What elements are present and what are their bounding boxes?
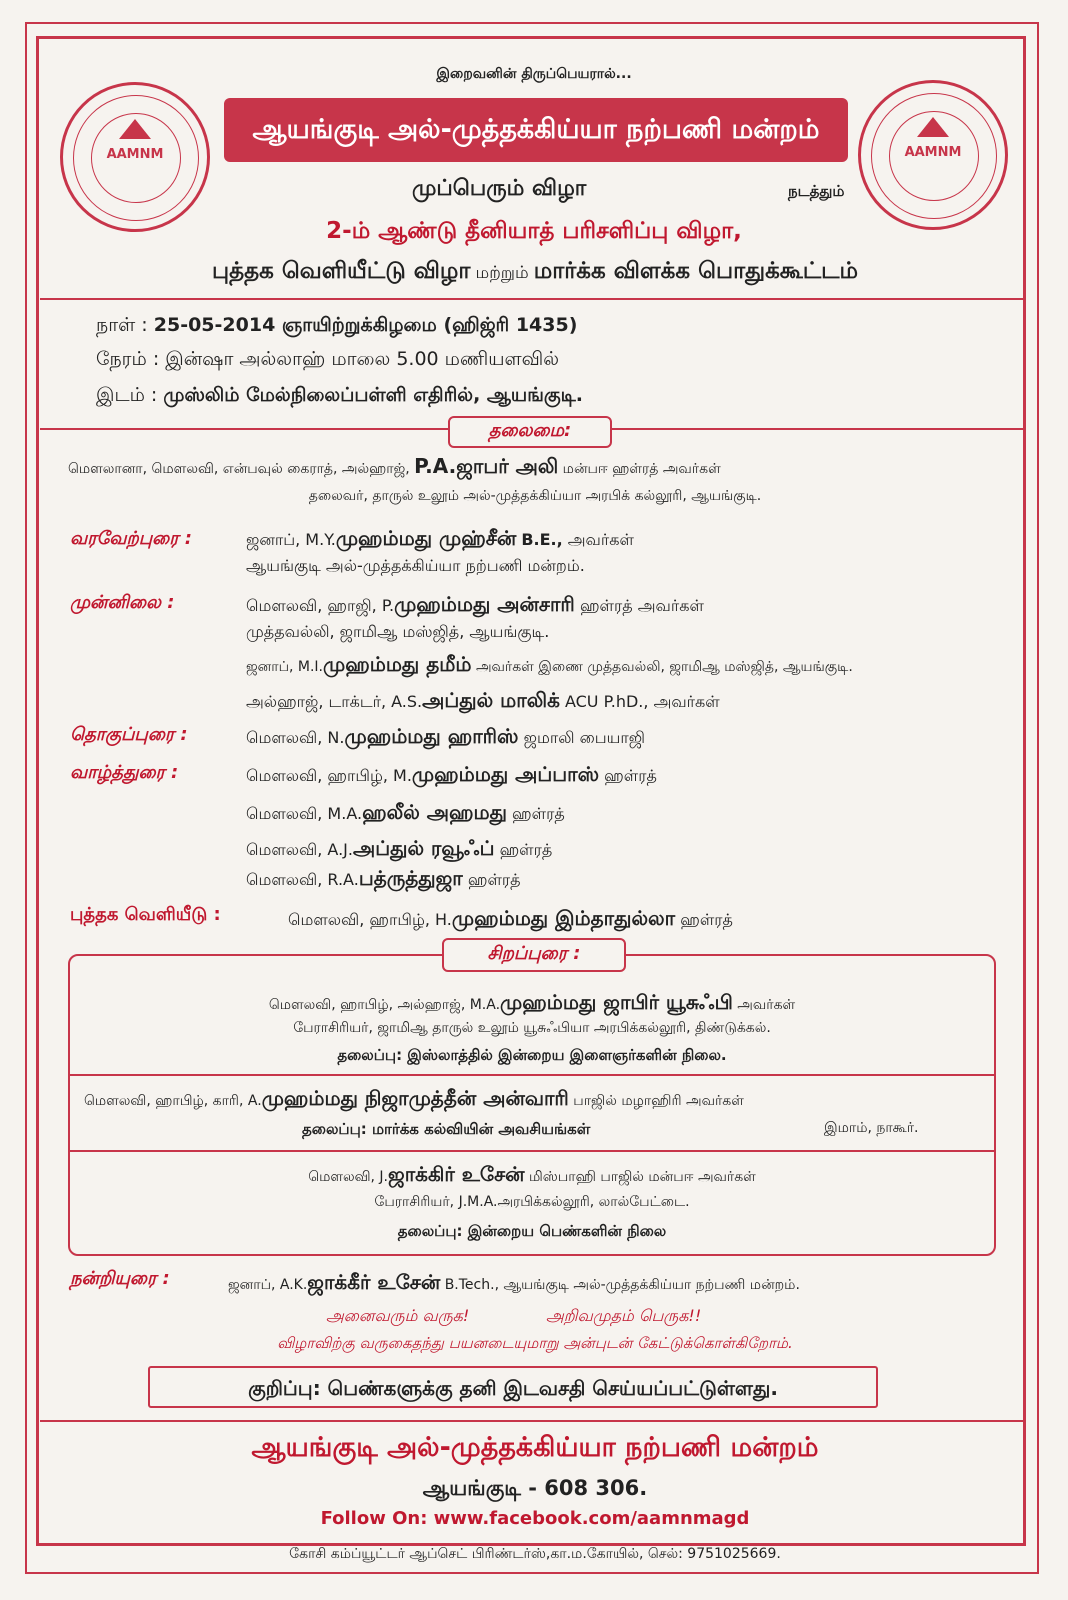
special-2-line-1: மௌலவி, ஹாபிழ், காரி, A.முஹம்மது நிஜாமுத்தீன் அன்வாரி பாஜில் மழாஹிரி அவர்கள் [84, 1086, 744, 1110]
invocation: இறைவனின் திருப்பெயரால்... [436, 66, 632, 82]
thanks-line: ஜனாப், A.K.ஜாக்கீர் உசேன் B.Tech., ஆயங்குடி அல்-முத்தக்கிய்யா நற்பணி மன்றம். [228, 1270, 800, 1294]
special-2-place: இமாம், நாகூர். [824, 1120, 919, 1136]
greetings-row-2: மௌலவி, M.A.ஹலீல் அஹமது ஹள்ரத் [246, 800, 565, 824]
time-row [96, 348, 559, 373]
closing-welcome: அனைவரும் வருக! [326, 1306, 470, 1325]
event-line-3b: மற்றும் [475, 263, 529, 283]
place-label: இடம் : [96, 384, 158, 406]
time-value: இன்ஷா அல்லாஹ் மாலை 5.00 மணியளவில் [165, 348, 560, 370]
divider-footer [40, 1420, 1026, 1422]
chair-title: மன்பஈ ஹள்ரத் அவர்கள் [562, 461, 721, 477]
greetings-row-1: மௌலவி, ஹாபிழ், M.முஹம்மது அப்பாஸ் ஹள்ரத் [246, 762, 657, 786]
special-3-line-2: பேராசிரியர், J.M.A.அரபிக்கல்லூரி, லால்பேட்டை. [374, 1194, 690, 1210]
welcome-line-2: ஆயங்குடி அல்-முத்தக்கிய்யா நற்பணி மன்றம். [246, 556, 585, 575]
date-value: 25-05-2014 ஞாயிற்றுக்கிழமை (ஹிஜ்ரி 1435) [153, 314, 578, 336]
special-3-line-1: மௌலவி, J.ஜாக்கிர் உசேன் மிஸ்பாஹி பாஜில் மன்பஈ அவர்கள் [308, 1162, 756, 1186]
special-1-line-2: பேராசிரியர், ஜாமிஆ தாருல் உலூம் யூசுஃபியா அரபிக்கல்லூரி, திண்டுக்கல். [293, 1020, 771, 1036]
footer-follow: Follow On: www.facebook.com/aamnmagd [320, 1508, 750, 1529]
organizes-text: நடத்தும் [788, 182, 845, 200]
special-1-line-1: மௌலவி, ஹாபிழ், அல்ஹாஜ், M.A.முஹம்மது ஜாபிர் யூசுஃபி அவர்கள் [268, 990, 796, 1014]
presence-line-4: அல்ஹாஜ், டாக்டர், A.S.அப்துல் மாலிக் ACU P.hD., அவர்கள் [246, 688, 720, 712]
event-line-3c: மார்க்க விளக்க பொதுக்கூட்டம் [533, 258, 858, 284]
seal-right [858, 80, 1008, 230]
seal-left-text: AAMNM [106, 147, 164, 162]
chair-heading: தலைமை: [448, 416, 612, 448]
date-row [96, 314, 577, 339]
chair-name: P.A.ஜாபர் அலி [414, 454, 559, 478]
note-text: குறிப்பு: பெண்களுக்கு தனி இடவசதி செய்யப்பட்டுள்ளது. [248, 1376, 778, 1400]
place-row [96, 384, 583, 409]
place-value: முஸ்லிம் மேல்நிலைப்பள்ளி எதிரில், ஆயங்குடி. [163, 384, 583, 406]
special-2-topic: தலைப்பு: மார்க்க கல்வியின் அவசியங்கள் [302, 1120, 591, 1138]
footer-address: ஆயங்குடி - 608 306. [422, 1476, 648, 1500]
closing-invite: விழாவிற்கு வருகைதந்து பயனடையுமாறு அன்புடன் கேட்டுக்கொள்கிறோம். [277, 1334, 793, 1352]
book-release-line: மௌலவி, ஹாபிழ், H.முஹம்மது இம்தாதுல்லா ஹள்ரத் [288, 906, 733, 930]
seal-left [60, 82, 210, 232]
presence-line-3: ஜனாப், M.I.முஹம்மது தமீம் அவர்கள் இணை முத்தவல்லி, ஜாமிஆ மஸ்ஜித், ஆயங்குடி. [246, 652, 853, 676]
special-divider-2 [68, 1150, 996, 1152]
presence-label: முன்னிலை : [70, 592, 175, 613]
thanks-label: நன்றியுரை : [70, 1268, 170, 1289]
welcome-label: வரவேற்புரை : [70, 528, 192, 549]
special-divider-1 [68, 1074, 996, 1076]
special-3-topic: தலைப்பு: இன்றைய பெண்களின் நிலை [397, 1222, 667, 1240]
closing-wisdom: அறிவமுதம் பெருக!! [546, 1306, 702, 1325]
book-release-label: புத்தக வெளியீடு : [70, 904, 221, 925]
special-heading: சிறப்புரை : [442, 938, 626, 972]
event-line-3a: புத்தக வெளியீட்டு விழா [212, 258, 471, 284]
festival-title: முப்பெரும் விழா [412, 176, 587, 201]
note-box [148, 1366, 878, 1408]
chair-line-1 [68, 454, 1008, 481]
org-banner: ஆயங்குடி அல்-முத்தக்கிய்யா நற்பணி மன்றம் [224, 98, 848, 162]
greetings-row-4: மௌலவி, R.A.பத்ருத்துஜா ஹள்ரத் [246, 866, 521, 890]
welcome-line-1: ஜனாப், M.Y.முஹம்மது முஹ்சீன் B.E., அவர்கள் [246, 526, 634, 550]
presence-line-2: முத்தவல்லி, ஜாமிஆ மஸ்ஜித், ஆயங்குடி. [246, 622, 550, 641]
chair-honorifics: மௌலானா, மௌலவி, என்பவுல் கைராத், அல்ஹாஜ், [68, 461, 410, 477]
divider-1 [40, 298, 1026, 300]
event-line-2: 2-ம் ஆண்டு தீனியாத் பரிசளிப்பு விழா, [326, 218, 742, 244]
special-1-topic: தலைப்பு: இஸ்லாத்தில் இன்றைய இளைஞர்களின் நிலை. [337, 1046, 727, 1064]
compere-label: தொகுப்புரை : [70, 724, 188, 745]
footer-printer: கோசி கம்ப்யூட்டர் ஆப்செட் பிரிண்டர்ஸ்,கா.ம.கோயில், செல்: 9751025669. [289, 1546, 781, 1562]
presence-line-1: மௌலவி, ஹாஜி, P.முஹம்மது அன்சாரி ஹள்ரத் அவர்கள் [246, 592, 704, 616]
event-line-3 [40, 258, 1030, 287]
compere-line: மௌலவி, N.முஹம்மது ஹாரிஸ் ஜமாலி பையாஜி [246, 724, 645, 748]
time-label: நேரம் : [96, 348, 160, 370]
seal-right-text: AAMNM [904, 145, 962, 160]
greetings-row-3: மௌலவி, A.J.அப்துல் ரவூஃப் ஹள்ரத் [246, 836, 553, 860]
footer-org: ஆயங்குடி அல்-முத்தக்கிய்யா நற்பணி மன்றம் [251, 1432, 819, 1463]
greetings-label: வாழ்த்துரை : [70, 762, 179, 783]
date-label: நாள் : [96, 314, 148, 336]
chair-line-2: தலைவர், தாருல் உலூம் அல்-முத்தக்கிய்யா அரபிக் கல்லூரி, ஆயங்குடி. [308, 488, 762, 504]
